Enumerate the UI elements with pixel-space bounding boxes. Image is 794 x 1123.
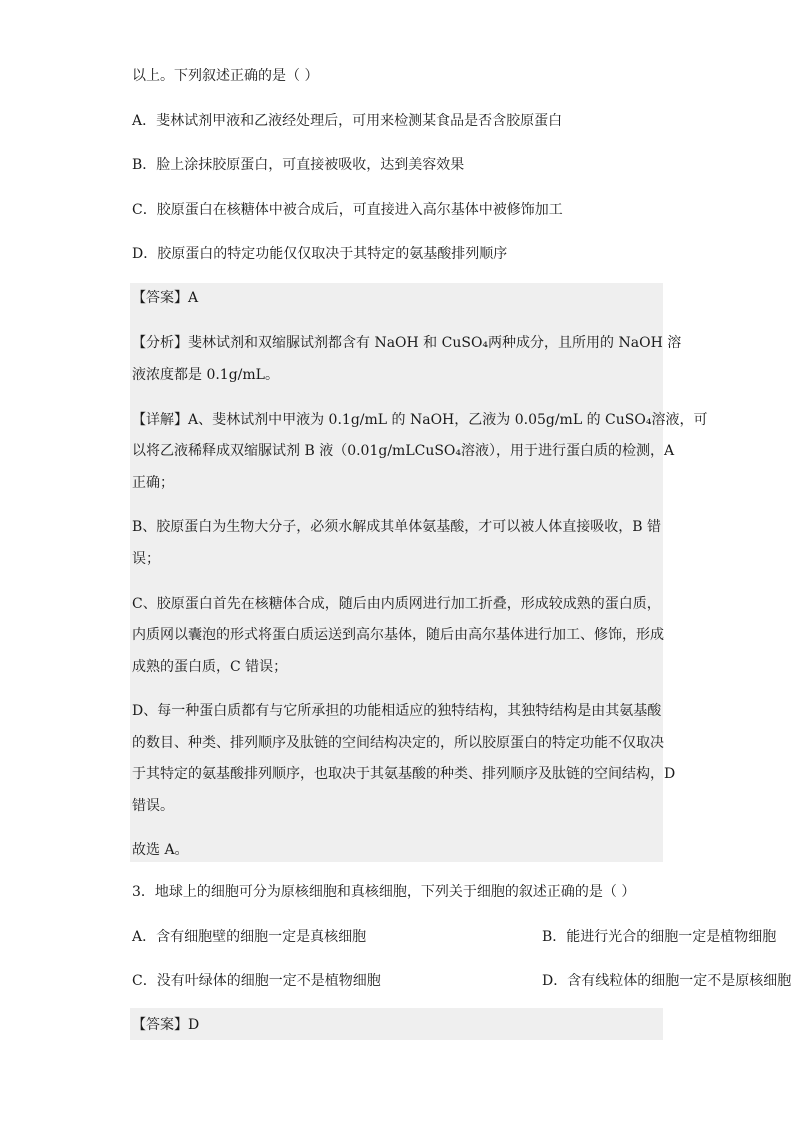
option-c: C．胶原蛋白在核糖体中被合成后，可直接进入高尔基体中被修饰加工 (132, 202, 563, 218)
detail-d-line-1: D、每一种蛋白质都有与它所承担的功能相适应的独特结构，其独特结构是由其氨基酸 (132, 703, 662, 719)
detail-c-line-1: C、胶原蛋白首先在核糖体合成，随后由内质网进行加工折叠，形成较成熟的蛋白质， (132, 596, 661, 612)
analysis-line-2: 液浓度都是 0.1g/mL。 (132, 367, 279, 383)
answer-line: 【答案】A (132, 290, 199, 306)
question-stem-tail: 以上。下列叙述正确的是（ ） (132, 68, 319, 84)
detail-line-3: 正确； (132, 475, 174, 491)
detail-c-line-3: 成熟的蛋白质，C 错误； (132, 659, 288, 675)
q3-options-row-1 (132, 927, 777, 947)
detail-c-line-2: 内质网以囊泡的形式将蛋白质运送到高尔基体，随后由高尔基体进行加工、修饰，形成 (132, 627, 664, 643)
detail-line-1: 【详解】A、斐林试剂中甲液为 0.1g/mL 的 NaOH，乙液为 0.05g/mL 的 CuSO₄溶液，可 (132, 412, 708, 428)
detail-d-line-3: 于其特定的氨基酸排列顺序，也取决于其氨基酸的种类、排列顺序及肽链的空间结构，D (132, 766, 676, 782)
q3-option-b: B．能进行光合的细胞一定是植物细胞 (542, 929, 777, 945)
q3-option-d: D．含有线粒体的细胞一定不是原核细胞 (542, 973, 792, 989)
option-d: D．胶原蛋白的特定功能仅仅取决于其特定的氨基酸排列顺序 (132, 246, 508, 262)
detail-d-line-4: 错误。 (132, 798, 174, 814)
detail-b-line-2: 误； (132, 551, 160, 567)
detail-b-line-1: B、胶原蛋白为生物大分子，必须水解成其单体氨基酸，才可以被人体直接吸收，B 错 (132, 519, 662, 535)
detail-d-line-2: 的数目、种类、排列顺序及肽链的空间结构决定的，所以胶原蛋白的特定功能不仅取决 (132, 735, 664, 751)
q3-option-c: C．没有叶绿体的细胞一定不是植物细胞 (132, 973, 381, 989)
conclusion-line: 故选 A。 (132, 842, 189, 858)
option-b: B．脸上涂抹胶原蛋白，可直接被吸收，达到美容效果 (132, 157, 465, 173)
analysis-line-1: 【分析】斐林试剂和双缩脲试剂都含有 NaOH 和 CuSO₄两种成分，且所用的 NaOH 溶 (132, 335, 682, 351)
detail-line-2: 以将乙液稀释成双缩脲试剂 B 液（0.01g/mLCuSO₄溶液），用于进行蛋白质的检测，A (132, 443, 675, 459)
q3-options-row-2 (132, 971, 792, 991)
option-a: A．斐林试剂甲液和乙液经处理后，可用来检测某食品是否含胶原蛋白 (132, 113, 563, 129)
question-3-stem: 3．地球上的细胞可分为原核细胞和真核细胞，下列关于细胞的叙述正确的是（ ） (132, 884, 636, 900)
q3-option-a: A．含有细胞壁的细胞一定是真核细胞 (132, 929, 367, 945)
q3-answer-line: 【答案】D (132, 1017, 200, 1033)
